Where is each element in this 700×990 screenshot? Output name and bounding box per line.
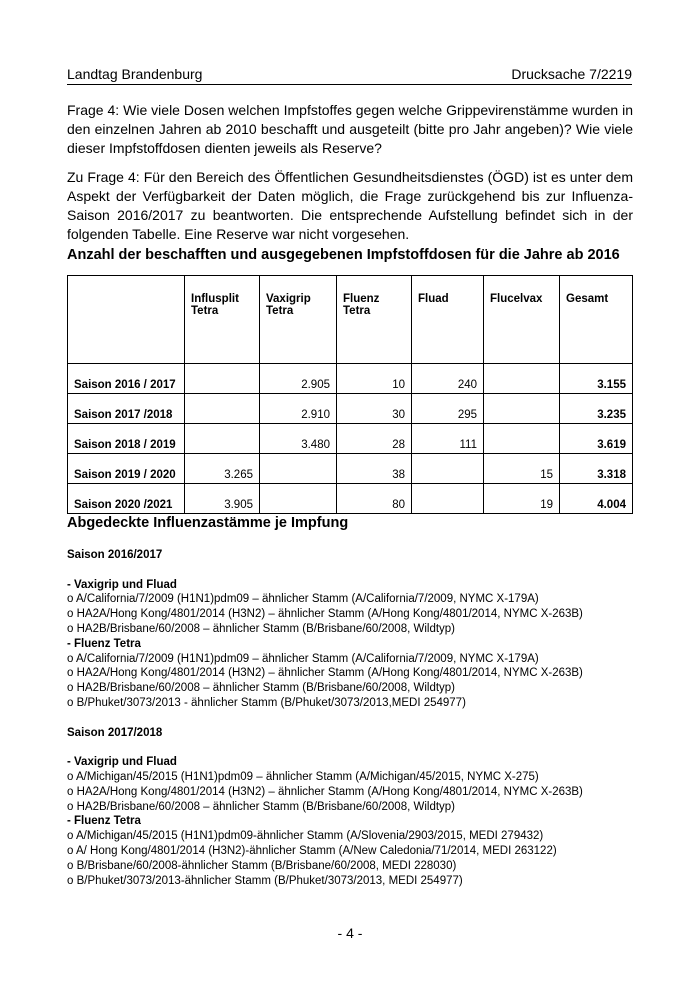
- table-cell: 19: [484, 484, 560, 514]
- table-cell: [185, 394, 260, 424]
- season-title: Saison 2017/2018: [67, 726, 163, 739]
- table-cell: [185, 364, 260, 394]
- table-cell: 4.004: [560, 484, 633, 514]
- strain-item: o B/Phuket/3073/2013-ähnlicher Stamm (B/Phuket/3073/2013, MEDI 254977): [67, 874, 463, 887]
- page-number: - 4 -: [337, 925, 363, 941]
- table-header-cell: [68, 276, 185, 364]
- table-cell: Saison 2019 / 2020: [68, 454, 185, 484]
- table-header-cell: Flucelvax: [484, 276, 560, 364]
- page-header: [67, 66, 632, 85]
- table-row: [68, 394, 633, 424]
- table-cell: 3.480: [260, 424, 337, 454]
- table-cell: Saison 2018 / 2019: [68, 424, 185, 454]
- vaccine-group-title: - Fluenz Tetra: [67, 637, 141, 650]
- table-cell: 240: [412, 364, 484, 394]
- table-cell: Saison 2017 /2018: [68, 394, 185, 424]
- strain-item: o HA2B/Brisbane/60/2008 – ähnlicher Stamm (B/Brisbane/60/2008, Wildtyp): [67, 800, 456, 813]
- table-cell: 38: [337, 454, 412, 484]
- table-cell: 3.318: [560, 454, 633, 484]
- table-row: [68, 484, 633, 514]
- table-cell: 80: [337, 484, 412, 514]
- table-cell: [484, 394, 560, 424]
- table-cell: [260, 454, 337, 484]
- table-cell: 30: [337, 394, 412, 424]
- strain-item: o HA2B/Brisbane/60/2008 – ähnlicher Stamm (B/Brisbane/60/2008, Wildtyp): [67, 622, 456, 635]
- table-header-cell: Influsplit Tetra: [185, 276, 260, 364]
- table-header-cell: Fluad: [412, 276, 484, 364]
- table-cell: 3.265: [185, 454, 260, 484]
- strain-item: o HA2A/Hong Kong/4801/2014 (H3N2) – ähnlicher Stamm (A/Hong Kong/4801/2014, NYMC X-263B): [67, 785, 583, 798]
- table-cell: 15: [484, 454, 560, 484]
- table-cell: 111: [412, 424, 484, 454]
- strains-section: [67, 548, 647, 888]
- table-header-cell: Fluenz Tetra: [337, 276, 412, 364]
- table-row: [68, 454, 633, 484]
- strain-item: o HA2A/Hong Kong/4801/2014 (H3N2) – ähnlicher Stamm (A/Hong Kong/4801/2014, NYMC X-263B): [67, 667, 583, 680]
- table-cell: [260, 484, 337, 514]
- table-title: Anzahl der beschafften und ausgegebenen Impfstoffdosen für die Jahre ab 2016: [67, 247, 620, 263]
- strain-item: o A/Michigan/45/2015 (H1N1)pdm09 – ähnlicher Stamm (A/Michigan/45/2015, NYMC X-275): [67, 770, 539, 783]
- table-header-row: [68, 276, 633, 364]
- strain-item: o HA2B/Brisbane/60/2008 – ähnlicher Stamm (B/Brisbane/60/2008, Wildtyp): [67, 682, 456, 695]
- strain-item: o A/California/7/2009 (H1N1)pdm09 – ähnlicher Stamm (A/California/7/2009, NYMC X-179A): [67, 593, 539, 606]
- table-cell: 3.619: [560, 424, 633, 454]
- table-header-cell: Vaxigrip Tetra: [260, 276, 337, 364]
- table-header-cell: Gesamt: [560, 276, 633, 364]
- table-cell: 2.910: [260, 394, 337, 424]
- table-cell: 295: [412, 394, 484, 424]
- table-cell: 28: [337, 424, 412, 454]
- strain-item: o A/California/7/2009 (H1N1)pdm09 – ähnlicher Stamm (A/California/7/2009, NYMC X-179A): [67, 652, 539, 665]
- table-cell: [484, 364, 560, 394]
- header-left: Landtag Brandenburg: [67, 66, 203, 82]
- header-right: Drucksache 7/2219: [511, 66, 632, 82]
- strain-item: o B/Brisbane/60/2008-ähnlicher Stamm (B/Brisbane/60/2008, MEDI 228030): [67, 859, 457, 872]
- vaccine-group-title: - Fluenz Tetra: [67, 815, 141, 828]
- season-title: Saison 2016/2017: [67, 549, 163, 561]
- table-cell: 3.905: [185, 484, 260, 514]
- table-row: [68, 364, 633, 394]
- table-cell: [185, 424, 260, 454]
- table-cell: [484, 424, 560, 454]
- table-row: [68, 424, 633, 454]
- table-cell: [412, 484, 484, 514]
- table-cell: 10: [337, 364, 412, 394]
- table-cell: [412, 454, 484, 484]
- table-cell: Saison 2020 /2021: [68, 484, 185, 514]
- vaccine-group-title: - Vaxigrip und Fluad: [67, 756, 177, 769]
- strain-item: o HA2A/Hong Kong/4801/2014 (H3N2) – ähnlicher Stamm (A/Hong Kong/4801/2014, NYMC X-263B): [67, 608, 583, 621]
- strain-item: o A/ Hong Kong/4801/2014 (H3N2)-ähnlicher Stamm (A/New Caledonia/71/2014, MEDI 263122): [67, 844, 557, 857]
- answer-paragraph: Zu Frage 4: Für den Bereich des Öffentlichen Gesundheitsdienstes (ÖGD) ist es unter dem Aspekt der Verfügbarkeit der Daten möglich, die Frage zurückgehend bis zur Influenza-Saison 2016/2017 zu beantworten. Die entsprechende Aufstellung befindet sich in der folgenden Tabelle. Eine Reserve war nicht vorgesehen.: [67, 169, 633, 242]
- vaccine-group-title: - Vaxigrip und Fluad: [67, 578, 177, 591]
- table-cell: 2.905: [260, 364, 337, 394]
- strain-item: o B/Phuket/3073/2013 - ähnlicher Stamm (B/Phuket/3073/2013,MEDI 254977): [67, 696, 466, 709]
- strain-item: o A/Michigan/45/2015 (H1N1)pdm09-ähnlicher Stamm (A/Slovenia/2903/2015, MEDI 279432): [67, 830, 544, 843]
- question-paragraph: Frage 4: Wie viele Dosen welchen Impfstoffes gegen welche Grippevirenstämme wurden in den einzelnen Jahren ab 2010 beschafft und ausgeteilt (bitte pro Jahr angeben)? Wie viele dieser Impfstoffdosen dienten jeweils als Reserve?: [67, 102, 633, 156]
- strains-title: Abgedeckte Influenzastämme je Impfung: [67, 515, 349, 531]
- doses-table: [67, 275, 633, 514]
- table-cell: Saison 2016 / 2017: [68, 364, 185, 394]
- table-cell: 3.235: [560, 394, 633, 424]
- table-cell: 3.155: [560, 364, 633, 394]
